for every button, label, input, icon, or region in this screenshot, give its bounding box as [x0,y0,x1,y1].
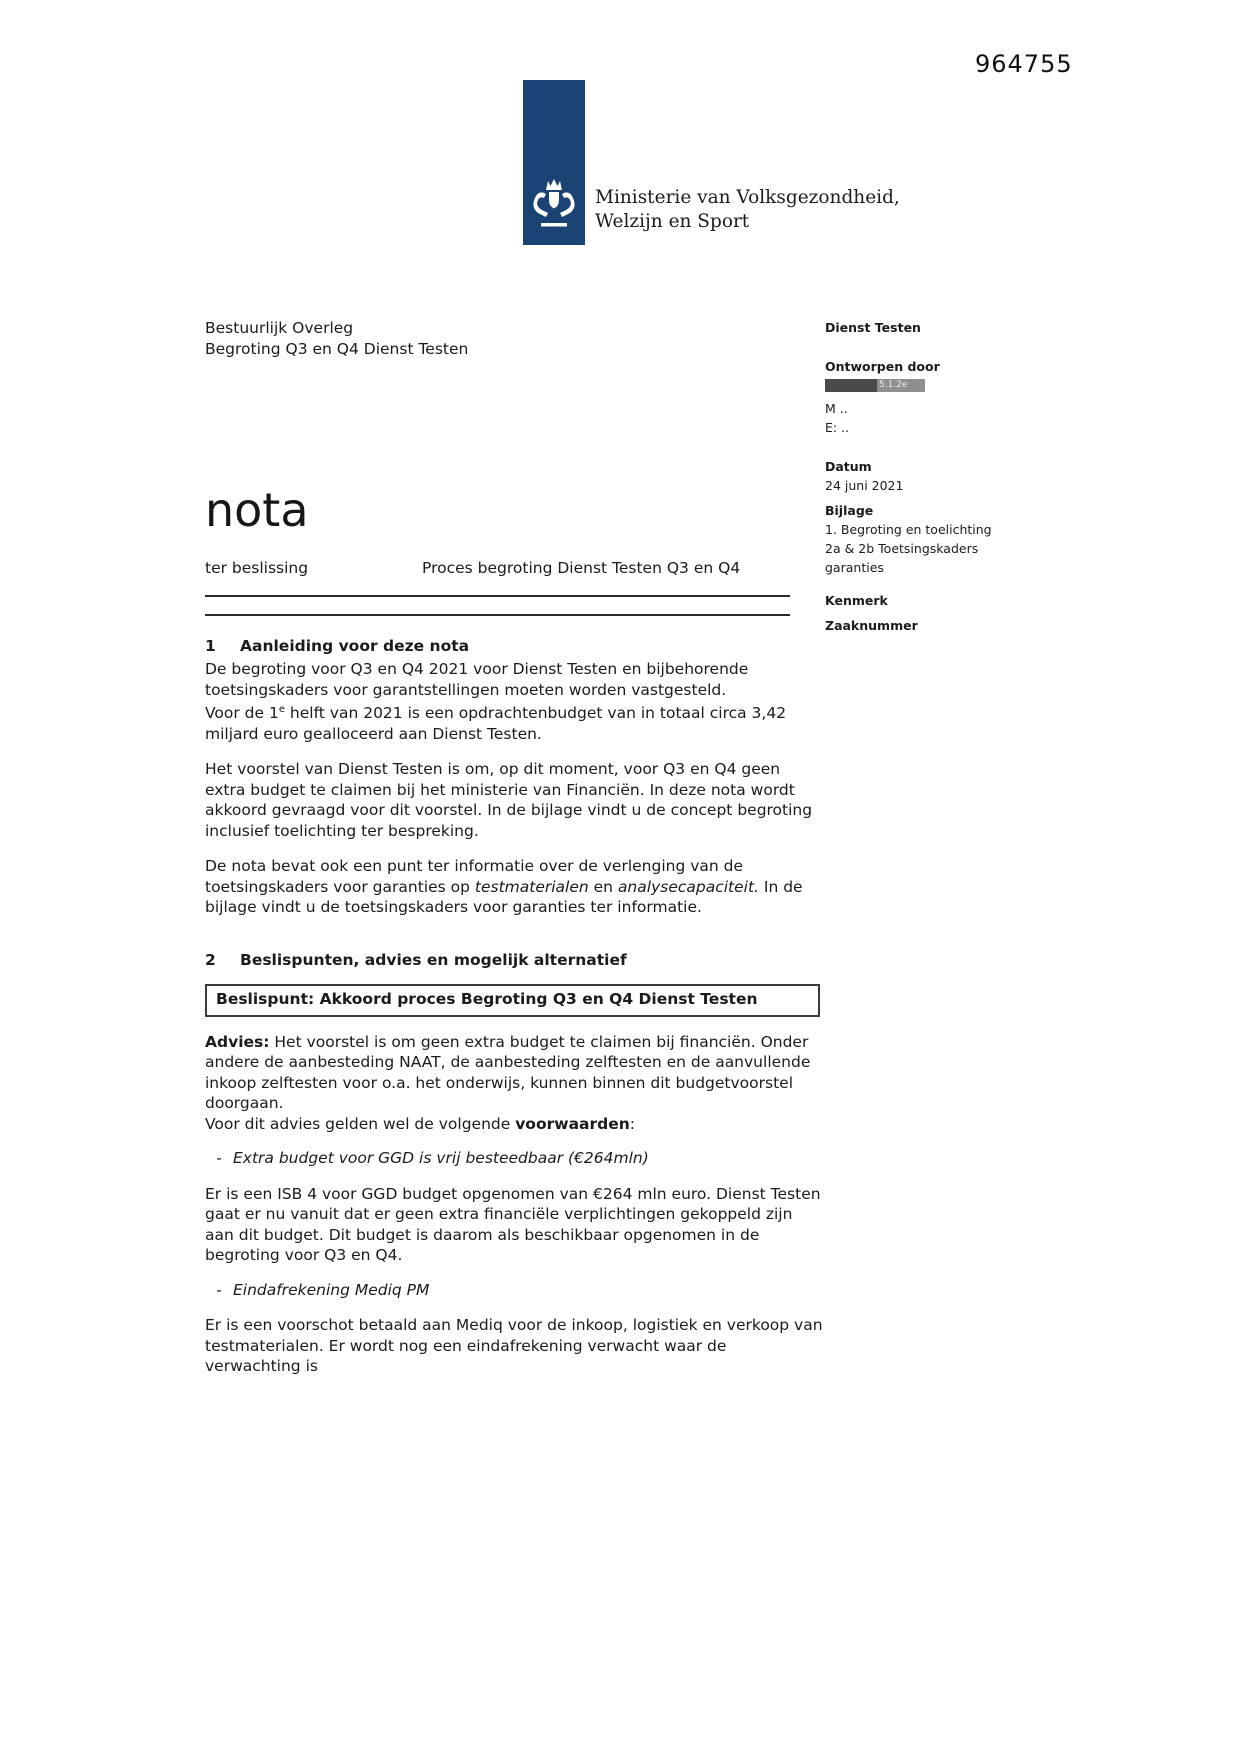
sidebar-department: Dienst Testen [825,320,921,335]
divider-line-bottom [205,614,790,616]
paragraph-3-text-c: In de bijlage vindt u de toetsingskaders voor garanties ter informatie. [205,877,803,917]
designed-by-label: Ontworpen door [825,359,940,374]
ministry-name-line2: Welzijn en Sport [595,211,750,232]
decision-type-label: ter beslissing [205,559,309,577]
section-2-heading [205,950,823,971]
bullet-dash: - [216,1149,222,1168]
date-value: 24 juni 2021 [825,478,904,493]
paragraph-3 [205,856,823,918]
advice-text: Het voorstel is om geen extra budget te claimen bij financiën. Onder andere de aanbesteding NAAT, de aanbesteding zelftesten en de aanvullende inkoop zelftesten voor o.a. het onderwijs, kunnen binnen dit budgetvoorstel doorgaan. [205,1032,811,1113]
ministry-name [595,186,900,234]
email-line: E: .. [825,420,850,435]
paragraph-1 [205,659,823,744]
bullet-1-paragraph: Er is een ISB 4 voor GGD budget opgenomen van €264 mln euro. Dienst Testen gaat er nu vanuit dat er geen extra financiële verplichtingen gekoppeld zijn aan dit budget. Dit budget is daarom als beschikbaar opgenomen in de begroting voor Q3 en Q4. [205,1184,821,1265]
section-2-title: Beslispunten, advies en mogelijk alternatief [240,950,627,969]
section-1-number: 1 [205,636,216,655]
subject-block [205,318,823,360]
advice-text-block [205,1032,823,1114]
attachment-line-1: 1. Begroting en toelichting [825,522,992,537]
subject-line2: Begroting Q3 en Q4 Dienst Testen [205,340,469,358]
bullet-item-2 [205,1280,823,1301]
subject-line1: Bestuurlijk Overleg [205,319,354,337]
attachment-label: Bijlage [825,503,874,518]
superscript-e: e [278,704,285,715]
bullet-1-text: Extra budget voor GGD is vrij besteedbaar (€264mln) [233,1149,649,1168]
bullet-dash: - [216,1280,222,1299]
section-1-title: Aanleiding voor deze nota [240,636,470,655]
redaction-code: 5.1.2e [879,380,908,390]
conditions-text-b: : [629,1114,636,1133]
paragraph-1-text-a: De begroting voor Q3 en Q4 2021 voor Dienst Testen en bijbehorende toetsingskaders voor garantstellingen moeten worden vastgesteld. [205,660,749,699]
paragraph-3-text-b: en [588,877,618,896]
conditions-text-a: Voor dit advies gelden wel de volgende [205,1114,516,1133]
advice-paragraph [205,1032,823,1135]
date-label: Datum [825,459,872,474]
sidebar-spacer [825,437,1010,457]
sidebar-spacer [825,577,1010,591]
main-column [205,318,823,1377]
doc-number: 964755 [975,50,1073,78]
reference-label: Kenmerk [825,593,888,608]
advice-label: Advies: [205,1032,270,1051]
process-label: Proces begroting Dienst Testen Q3 en Q4 [422,559,741,577]
paragraph-3-italic-2: analysecapaciteit. [617,877,759,896]
paragraph-1-text-b: Voor de 1 [205,704,279,723]
bullet-2-text: Eindafrekening Mediq PM [233,1280,430,1299]
conditions-line [205,1114,823,1135]
decision-box: Beslispunt: Akkoord proces Begroting Q3 en Q4 Dienst Testen [205,984,820,1017]
attachment-line-3: garanties [825,560,884,575]
paragraph-3-italic-1: testmaterialen [474,877,589,896]
paragraph-3-text-a: De nota bevat ook een punt ter informatie over de verlenging van de toetsingskaders voor garanties op [205,857,744,896]
paragraph-2: Het voorstel van Dienst Testen is om, op dit moment, voor Q3 en Q4 geen extra budget te claimen bij het ministerie van Financiën. In deze nota wordt akkoord gevraagd voor dit voorstel. In de bijlage vindt u de concept begroting inclusief toelichting ter bespreking. [205,760,813,840]
ministry-logo-banner [523,80,585,245]
redaction-bar [825,379,925,392]
case-number-label: Zaaknummer [825,618,918,633]
nota-title: nota [205,483,309,537]
attachment-line-2: 2a & 2b Toetsingskaders [825,541,979,556]
metadata-sidebar [825,318,1010,635]
divider-line-top [205,595,790,597]
sidebar-spacer [825,337,1010,357]
section-1-heading [205,636,823,657]
section-2-number: 2 [205,950,216,969]
ministry-coat-of-arms-icon [532,177,576,237]
conditions-bold-word: voorwaarden [515,1114,630,1133]
nota-subtitle-row [205,558,823,579]
paragraph-1-sentence-2 [205,700,823,744]
paragraph-1-text-c: helft van 2021 is een opdrachtenbudget van in totaal circa 3,42 miljard euro gealloceerd aan Dienst Testen. [205,704,787,743]
bullet-item-1 [205,1148,823,1169]
phone-line: M .. [825,401,848,416]
paragraph-1-sentence-1 [205,659,823,700]
ministry-name-line1: Ministerie van Volksgezondheid, [595,187,900,208]
bullet-2-paragraph: Er is een voorschot betaald aan Mediq voor de inkoop, logistiek en verkoop van testmaterialen. Er wordt nog een eindafrekening verwacht waar de verwachting is [205,1316,823,1376]
